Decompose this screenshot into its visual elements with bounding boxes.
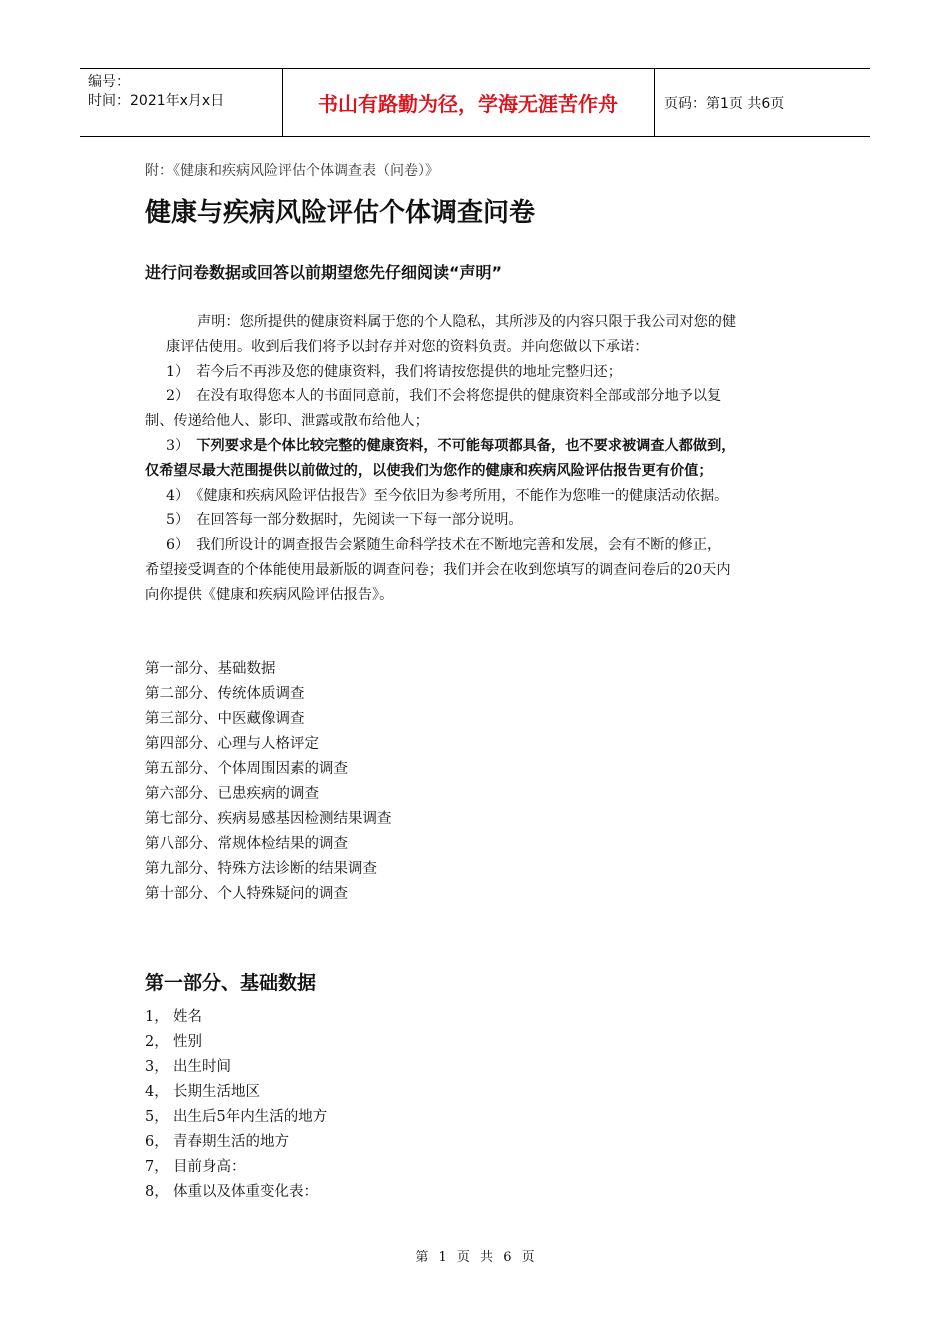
statement-item-3-text: 下列要求是个体比较完整的健康资料，不可能每项都具备，也不要求被调查人都做到， — [196, 437, 736, 454]
list-item — [145, 1130, 327, 1155]
statement-item-6: 6） 我们所设计的调查报告会紧随生命科学技术在不断地完善和发展，会有不断的修正， — [166, 537, 722, 554]
statement-item-6-cont: 希望接受调查的个体能使用最新版的调查问卷；我们并会在收到您填写的调查问卷后的20天内 — [145, 561, 731, 578]
toc-item: 第三部分、中医藏像调查 — [145, 711, 305, 727]
statement-intro-line: 康评估使用。收到后我们将予以封存并对您的资料负责。并向您做以下承诺： — [166, 338, 649, 355]
item-number: 8， — [145, 1184, 169, 1200]
item-number: 3， — [145, 1059, 169, 1075]
item-number: 5， — [145, 1109, 169, 1125]
list-item — [145, 1105, 327, 1130]
statement-block — [145, 310, 825, 608]
toc-item: 第十部分、个人特殊疑问的调查 — [145, 886, 348, 902]
header-meta — [88, 73, 224, 111]
item-number: 4， — [145, 1084, 169, 1100]
section-heading: 第一部分、基础数据 — [145, 972, 317, 994]
item-number: 7， — [145, 1159, 169, 1175]
document-subtitle: 进行问卷数据或回答以前期望您先仔细阅读“声明” — [145, 263, 503, 282]
table-of-contents — [145, 657, 392, 907]
header-motto: 书山有路勤为径，学海无涯苦作舟 — [318, 92, 618, 116]
item-number: 2， — [145, 1034, 169, 1050]
item-label: 姓名 — [173, 1009, 202, 1025]
toc-item: 第九部分、特殊方法诊断的结果调查 — [145, 861, 377, 877]
item-label: 目前身高： — [173, 1159, 246, 1175]
item-label: 出生时间 — [173, 1059, 231, 1075]
statement-item-3-text: 仅希望尽最大范围提供以前做过的，以使我们为您作的健康和疾病风险评估报告更有价值； — [145, 462, 713, 479]
statement-item-3-num: 3） — [166, 437, 197, 454]
toc-item: 第四部分、心理与人格评定 — [145, 736, 319, 752]
statement-item-3-cont — [145, 459, 825, 484]
statement-item-6-cont: 向你提供《健康和疾病风险评估报告》。 — [145, 586, 394, 603]
basic-data-list — [145, 1005, 327, 1205]
item-label: 青春期生活的地方 — [173, 1134, 289, 1150]
item-label: 长期生活地区 — [173, 1084, 260, 1100]
item-number: 1， — [145, 1009, 169, 1025]
toc-item: 第五部分、个体周围因素的调查 — [145, 761, 348, 777]
statement-item-3 — [145, 434, 825, 459]
document-title: 健康与疾病风险评估个体调查问卷 — [145, 198, 536, 228]
list-item — [145, 1055, 327, 1080]
toc-item: 第六部分、已患疾病的调查 — [145, 786, 319, 802]
number-label: 编号： — [88, 74, 130, 90]
toc-item: 第一部分、基础数据 — [145, 661, 276, 677]
list-item — [145, 1080, 327, 1105]
page-footer: 第 1 页 共 6 页 — [415, 1250, 535, 1265]
time-label: 时间：2021年x月x日 — [88, 93, 225, 109]
toc-item: 第七部分、疾病易感基因检测结果调查 — [145, 811, 392, 827]
item-number: 6， — [145, 1134, 169, 1150]
toc-item: 第八部分、常规体检结果的调查 — [145, 836, 348, 852]
statement-item-5: 5） 在回答每一部分数据时，先阅读一下每一部分说明。 — [166, 512, 523, 529]
item-label: 出生后5年内生活的地方 — [173, 1109, 328, 1125]
statement-item-2-cont: 制、传递给他人、影印、泄露或散布给他人； — [145, 413, 429, 430]
item-label: 体重以及体重变化表： — [173, 1184, 318, 1200]
item-label: 性别 — [173, 1034, 202, 1050]
statement-item-4: 4） 《健康和疾病风险评估报告》至今依旧为参考所用，不能作为您唯一的健康活动依据。 — [166, 487, 729, 504]
list-item — [145, 1155, 327, 1180]
statement-item-1: 1） 若今后不再涉及您的健康资料，我们将请按您提供的地址完整归还； — [166, 363, 622, 380]
list-item — [145, 1030, 327, 1055]
header-page-label: 页码：第1页 共6页 — [664, 95, 785, 112]
list-item — [145, 1005, 327, 1030]
header-divider — [654, 69, 655, 136]
statement-item-2: 2） 在没有取得您本人的书面同意前，我们不会将您提供的健康资料全部或部分地予以复 — [166, 388, 722, 405]
attachment-note: 附：《健康和疾病风险评估个体调查表（问卷）》 — [145, 163, 439, 179]
toc-item: 第二部分、传统体质调查 — [145, 686, 305, 702]
list-item — [145, 1180, 327, 1205]
page-header — [80, 68, 870, 137]
statement-intro-line: 声明：您所提供的健康资料属于您的个人隐私，其所涉及的内容只限于我公司对您的健 — [197, 314, 737, 330]
